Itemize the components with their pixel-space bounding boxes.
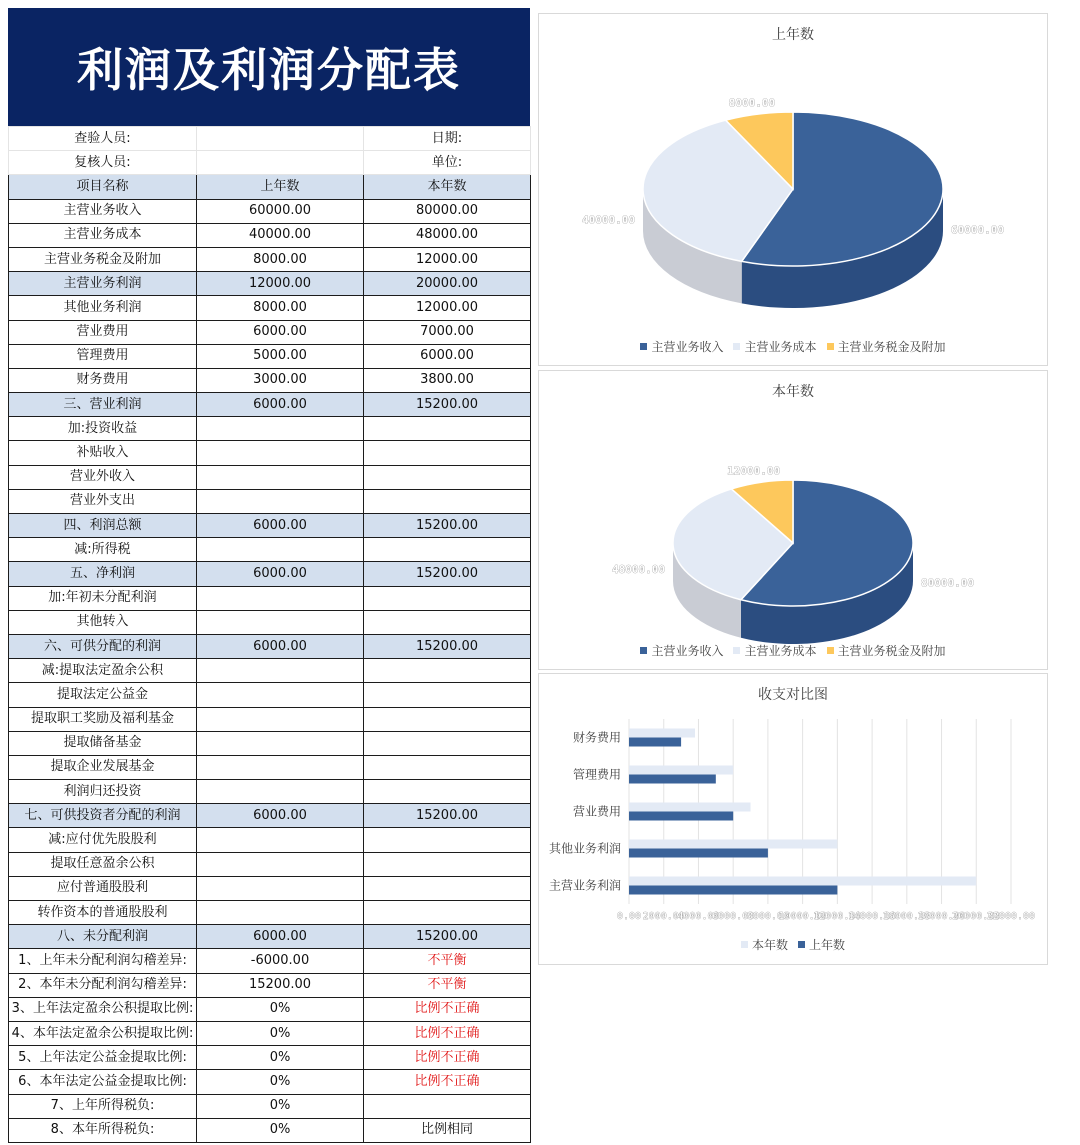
- table-row: [9, 780, 531, 804]
- table-row: [9, 852, 531, 876]
- legend-swatch: [798, 941, 805, 948]
- y-tick-label: 主营业务利润: [548, 878, 621, 893]
- legend-label: 主营业务成本: [744, 644, 817, 658]
- prev-year-value[interactable]: 12000.00: [197, 272, 364, 296]
- table-row: [9, 417, 531, 441]
- bar-cur-2[interactable]: [629, 803, 751, 812]
- legend-swatch: [733, 647, 740, 654]
- row-label[interactable]: 八、未分配利润: [9, 925, 197, 949]
- row-label[interactable]: 减:所得税: [9, 538, 197, 562]
- cur-year-value[interactable]: 15200.00: [364, 562, 531, 586]
- prev-year-value[interactable]: [197, 465, 364, 489]
- cur-year-value[interactable]: [364, 901, 531, 925]
- prev-year-value[interactable]: [197, 489, 364, 513]
- bar-prev-2[interactable]: [629, 812, 733, 821]
- meta-value[interactable]: [197, 151, 364, 175]
- table-row: [9, 683, 531, 707]
- prev-year-value[interactable]: [197, 731, 364, 755]
- y-tick-label: 财务费用: [572, 730, 621, 745]
- prev-year-value[interactable]: 0%: [197, 1046, 364, 1070]
- table-row: [9, 393, 531, 417]
- legend-item: [733, 642, 816, 659]
- prev-year-value[interactable]: 8000.00: [197, 247, 364, 271]
- prev-year-value[interactable]: [197, 659, 364, 683]
- bar-chart-compare: [539, 674, 1047, 964]
- prev-year-value[interactable]: 6000.00: [197, 634, 364, 658]
- table-row: [9, 731, 531, 755]
- row-label[interactable]: 其他业务利润: [9, 296, 197, 320]
- row-label[interactable]: 七、可供投资者分配的利润: [9, 804, 197, 828]
- chart-panel-cur-year[interactable]: [538, 370, 1048, 670]
- prev-year-value[interactable]: 0%: [197, 997, 364, 1021]
- cur-year-value[interactable]: 15200.00: [364, 393, 531, 417]
- row-label[interactable]: 应付普通股股利: [9, 876, 197, 900]
- legend-item: [827, 642, 946, 659]
- row-label[interactable]: 主营业务收入: [9, 199, 197, 223]
- table-header-row: [9, 175, 531, 199]
- legend-item: [733, 338, 816, 355]
- y-tick-label: 营业费用: [572, 804, 621, 819]
- cur-year-value[interactable]: 不平衡: [364, 973, 531, 997]
- table-row: [9, 586, 531, 610]
- table-row: [9, 296, 531, 320]
- prev-year-value[interactable]: [197, 828, 364, 852]
- cur-year-value[interactable]: [364, 659, 531, 683]
- pie-data-label: 8000.00: [728, 96, 776, 110]
- legend-swatch: [733, 343, 740, 350]
- x-tick-label: 20000.00: [952, 911, 1001, 922]
- cur-year-value[interactable]: 48000.00: [364, 223, 531, 247]
- table-row: [9, 272, 531, 296]
- row-label[interactable]: 四、利润总额: [9, 514, 197, 538]
- legend-label: 主营业务成本: [744, 340, 817, 354]
- prev-year-value[interactable]: 0%: [197, 1094, 364, 1118]
- row-label[interactable]: 补贴收入: [9, 441, 197, 465]
- prev-year-value[interactable]: 0%: [197, 1021, 364, 1045]
- row-label[interactable]: 营业外收入: [9, 465, 197, 489]
- cur-year-value[interactable]: [364, 852, 531, 876]
- bar-prev-1[interactable]: [629, 849, 768, 858]
- prev-year-value[interactable]: [197, 780, 364, 804]
- cur-year-value[interactable]: 12000.00: [364, 247, 531, 271]
- profit-table: [8, 126, 531, 1143]
- prev-year-value[interactable]: 3000.00: [197, 368, 364, 392]
- bar-prev-4[interactable]: [629, 738, 681, 747]
- table-row: [9, 320, 531, 344]
- legend-item: [640, 338, 723, 355]
- meta-label[interactable]: 复核人员:: [9, 151, 197, 175]
- legend-label: 主营业务税金及附加: [837, 340, 946, 354]
- table-row: [9, 876, 531, 900]
- x-tick-label: 0.00: [616, 911, 642, 922]
- prev-year-value[interactable]: 0%: [197, 1118, 364, 1142]
- pie-data-label: 48000.00: [612, 563, 665, 577]
- legend-swatch: [640, 647, 647, 654]
- table-row: [9, 707, 531, 731]
- meta-label-2[interactable]: 日期:: [364, 127, 531, 151]
- chart-title: 收支对比图: [758, 687, 828, 703]
- legend-label: 主营业务收入: [651, 644, 724, 658]
- table-row: [9, 925, 531, 949]
- bar-cur-1[interactable]: [629, 840, 837, 849]
- row-label[interactable]: 1、上年未分配利润勾稽差异:: [9, 949, 197, 973]
- x-tick-label: 16000.00: [882, 911, 931, 922]
- table-row: [9, 368, 531, 392]
- table-row: [9, 514, 531, 538]
- cur-year-value[interactable]: 15200.00: [364, 925, 531, 949]
- x-tick-label: 4000.00: [677, 911, 720, 922]
- y-tick-label: 管理费用: [572, 767, 621, 782]
- prev-year-value[interactable]: 5000.00: [197, 344, 364, 368]
- cur-year-value[interactable]: 比例不正确: [364, 1046, 531, 1070]
- cur-year-value[interactable]: 12000.00: [364, 296, 531, 320]
- cur-year-value[interactable]: 20000.00: [364, 272, 531, 296]
- prev-year-value[interactable]: 6000.00: [197, 393, 364, 417]
- prev-year-value[interactable]: 8000.00: [197, 296, 364, 320]
- prev-year-value[interactable]: [197, 852, 364, 876]
- chart-panel-compare[interactable]: [538, 673, 1048, 965]
- cur-year-value[interactable]: [364, 876, 531, 900]
- cur-year-value[interactable]: [364, 489, 531, 513]
- row-label[interactable]: 主营业务成本: [9, 223, 197, 247]
- row-label[interactable]: 营业费用: [9, 320, 197, 344]
- row-label[interactable]: 提取职工奖励及福利基金: [9, 707, 197, 731]
- prev-year-value[interactable]: [197, 538, 364, 562]
- table-row: [9, 997, 531, 1021]
- bar-cur-4[interactable]: [629, 729, 695, 738]
- table-row: [9, 538, 531, 562]
- x-tick-label: 2000.00: [642, 911, 685, 922]
- legend-swatch: [741, 941, 748, 948]
- cur-year-value[interactable]: 不平衡: [364, 949, 531, 973]
- table-row: [9, 1118, 531, 1142]
- table-row: [9, 465, 531, 489]
- pie-chart-prev-year: [539, 14, 1047, 365]
- chart-legend: [539, 338, 1047, 355]
- table-row: [9, 1046, 531, 1070]
- table-row: [9, 949, 531, 973]
- column-header[interactable]: 上年数: [197, 175, 364, 199]
- legend-item: [741, 936, 788, 953]
- prev-year-value[interactable]: [197, 441, 364, 465]
- x-tick-label: 14000.00: [848, 911, 897, 922]
- legend-swatch: [827, 647, 834, 654]
- x-tick-label: 22000.00: [986, 911, 1036, 922]
- cur-year-value[interactable]: [364, 755, 531, 779]
- prev-year-value[interactable]: [197, 707, 364, 731]
- row-label[interactable]: 财务费用: [9, 368, 197, 392]
- table-row: [9, 755, 531, 779]
- legend-item: [798, 936, 845, 953]
- prev-year-value[interactable]: [197, 683, 364, 707]
- table-row: [9, 1094, 531, 1118]
- column-header[interactable]: 项目名称: [9, 175, 197, 199]
- prev-year-value[interactable]: [197, 417, 364, 441]
- row-label[interactable]: 6、本年法定公益金提取比例:: [9, 1070, 197, 1094]
- legend-swatch: [827, 343, 834, 350]
- table-row: [9, 489, 531, 513]
- table-row: [9, 973, 531, 997]
- row-label[interactable]: 管理费用: [9, 344, 197, 368]
- cur-year-value[interactable]: [364, 465, 531, 489]
- chart-title: 上年数: [772, 27, 814, 43]
- meta-label[interactable]: 查验人员:: [9, 127, 197, 151]
- prev-year-value[interactable]: [197, 610, 364, 634]
- row-label[interactable]: 减:应付优先股股利: [9, 828, 197, 852]
- row-label[interactable]: 加:投资收益: [9, 417, 197, 441]
- pie-data-label: 12000.00: [727, 464, 781, 478]
- row-label[interactable]: 三、营业利润: [9, 393, 197, 417]
- cur-year-value[interactable]: [364, 780, 531, 804]
- row-label[interactable]: 减:提取法定盈余公积: [9, 659, 197, 683]
- cur-year-value[interactable]: [364, 538, 531, 562]
- cur-year-value[interactable]: 6000.00: [364, 344, 531, 368]
- prev-year-value[interactable]: [197, 876, 364, 900]
- prev-year-value[interactable]: 15200.00: [197, 973, 364, 997]
- meta-value[interactable]: [197, 127, 364, 151]
- row-label[interactable]: 8、本年所得税负:: [9, 1118, 197, 1142]
- row-label[interactable]: 营业外支出: [9, 489, 197, 513]
- table-row: [9, 441, 531, 465]
- row-label[interactable]: 利润归还投资: [9, 780, 197, 804]
- row-label[interactable]: 其他转入: [9, 610, 197, 634]
- x-tick-label: 6000.00: [712, 911, 755, 922]
- bar-cur-3[interactable]: [629, 766, 733, 775]
- prev-year-value[interactable]: 6000.00: [197, 804, 364, 828]
- cur-year-value[interactable]: 7000.00: [364, 320, 531, 344]
- row-label[interactable]: 提取储备基金: [9, 731, 197, 755]
- row-label[interactable]: 提取法定公益金: [9, 683, 197, 707]
- legend-label: 本年数: [751, 938, 788, 952]
- column-header[interactable]: 本年数: [364, 175, 531, 199]
- table-row: [9, 1070, 531, 1094]
- row-label[interactable]: 5、上年法定公益金提取比例:: [9, 1046, 197, 1070]
- row-label[interactable]: 主营业务利润: [9, 272, 197, 296]
- cur-year-value[interactable]: [364, 707, 531, 731]
- row-label[interactable]: 7、上年所得税负:: [9, 1094, 197, 1118]
- cur-year-value[interactable]: 比例相同: [364, 1118, 531, 1142]
- chart-title: 本年数: [772, 384, 814, 400]
- row-label[interactable]: 主营业务税金及附加: [9, 247, 197, 271]
- prev-year-value[interactable]: 60000.00: [197, 199, 364, 223]
- pie-data-label: 60000.00: [951, 223, 1004, 237]
- table-row: [9, 610, 531, 634]
- table-row: [9, 901, 531, 925]
- cur-year-value[interactable]: 15200.00: [364, 514, 531, 538]
- legend-label: 主营业务税金及附加: [837, 644, 946, 658]
- row-label[interactable]: 六、可供分配的利润: [9, 634, 197, 658]
- meta-row: [9, 151, 531, 175]
- table-row: [9, 562, 531, 586]
- bar-prev-0[interactable]: [629, 886, 837, 895]
- cur-year-value[interactable]: [364, 731, 531, 755]
- table-row: [9, 199, 531, 223]
- x-tick-label: 12000.00: [813, 911, 862, 922]
- bar-cur-0[interactable]: [629, 877, 976, 886]
- prev-year-value[interactable]: [197, 755, 364, 779]
- table-row: [9, 344, 531, 368]
- x-tick-label: 18000.00: [917, 911, 966, 922]
- cur-year-value[interactable]: [364, 610, 531, 634]
- row-label[interactable]: 转作资本的普通股股利: [9, 901, 197, 925]
- meta-label-2[interactable]: 单位:: [364, 151, 531, 175]
- x-tick-label: 10000.00: [778, 911, 827, 922]
- prev-year-value[interactable]: -6000.00: [197, 949, 364, 973]
- pie-chart-cur-year: [539, 371, 1047, 669]
- table-row: [9, 1021, 531, 1045]
- cur-year-value[interactable]: [364, 441, 531, 465]
- prev-year-value[interactable]: 6000.00: [197, 514, 364, 538]
- cur-year-value[interactable]: 15200.00: [364, 634, 531, 658]
- cur-year-value[interactable]: 3800.00: [364, 368, 531, 392]
- row-label[interactable]: 提取企业发展基金: [9, 755, 197, 779]
- report-sheet: [8, 8, 530, 1143]
- table-row: [9, 634, 531, 658]
- cur-year-value[interactable]: [364, 417, 531, 441]
- x-tick-label: 8000.00: [746, 911, 789, 922]
- prev-year-value[interactable]: 6000.00: [197, 562, 364, 586]
- table-row: [9, 804, 531, 828]
- cur-year-value[interactable]: 比例不正确: [364, 997, 531, 1021]
- row-label[interactable]: 五、净利润: [9, 562, 197, 586]
- legend-item: [640, 642, 723, 659]
- chart-panel-prev-year[interactable]: [538, 13, 1048, 366]
- legend-item: [827, 338, 946, 355]
- y-tick-label: 其他业务利润: [548, 841, 621, 856]
- prev-year-value[interactable]: 40000.00: [197, 223, 364, 247]
- prev-year-value[interactable]: 0%: [197, 1070, 364, 1094]
- chart-legend: [539, 642, 1047, 659]
- cur-year-value[interactable]: 80000.00: [364, 199, 531, 223]
- prev-year-value[interactable]: 6000.00: [197, 320, 364, 344]
- prev-year-value[interactable]: [197, 586, 364, 610]
- row-label[interactable]: 提取任意盈余公积: [9, 852, 197, 876]
- report-title: 利润及利润分配表: [8, 8, 530, 126]
- row-label[interactable]: 4、本年法定盈余公积提取比例:: [9, 1021, 197, 1045]
- pie-data-label: 80000.00: [921, 576, 974, 590]
- chart-legend: [539, 936, 1047, 953]
- cur-year-value[interactable]: [364, 586, 531, 610]
- meta-row: [9, 127, 531, 151]
- table-row: [9, 659, 531, 683]
- row-label[interactable]: 2、本年未分配利润勾稽差异:: [9, 973, 197, 997]
- cur-year-value[interactable]: 比例不正确: [364, 1070, 531, 1094]
- row-label[interactable]: 加:年初未分配利润: [9, 586, 197, 610]
- cur-year-value[interactable]: [364, 1094, 531, 1118]
- table-row: [9, 247, 531, 271]
- table-row: [9, 828, 531, 852]
- prev-year-value[interactable]: 6000.00: [197, 925, 364, 949]
- pie-data-label: 40000.00: [582, 213, 635, 227]
- table-row: [9, 223, 531, 247]
- cur-year-value[interactable]: [364, 828, 531, 852]
- legend-label: 上年数: [809, 938, 846, 952]
- cur-year-value[interactable]: [364, 683, 531, 707]
- cur-year-value[interactable]: 15200.00: [364, 804, 531, 828]
- legend-label: 主营业务收入: [651, 340, 724, 354]
- prev-year-value[interactable]: [197, 901, 364, 925]
- bar-prev-3[interactable]: [629, 775, 716, 784]
- cur-year-value[interactable]: 比例不正确: [364, 1021, 531, 1045]
- row-label[interactable]: 3、上年法定盈余公积提取比例:: [9, 997, 197, 1021]
- legend-swatch: [640, 343, 647, 350]
